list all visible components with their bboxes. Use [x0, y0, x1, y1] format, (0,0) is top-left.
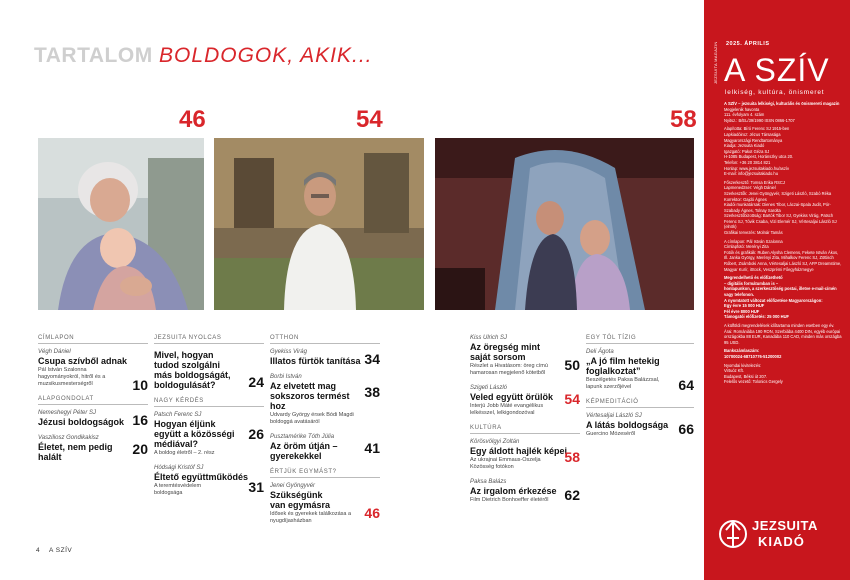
masthead: A SZÍV	[724, 52, 830, 88]
section-heading: NAGY KÉRDÉS	[154, 398, 264, 407]
toc-entry[interactable]	[154, 350, 264, 390]
imprint-line: Budapest, Béksi út 207.	[724, 373, 768, 379]
entry-author: Hódsági Kristóf SJ	[154, 465, 204, 471]
imprint-line: Bankszámlaszám:	[724, 348, 760, 354]
entry-author: Vasziliosz Gondikakisz	[38, 435, 99, 441]
toc-entry[interactable]	[154, 465, 264, 497]
feature-number-1: 46	[179, 106, 206, 133]
entry-page-number: 64	[678, 377, 694, 393]
entry-title: Az elvetett mag sokszoros termést hoz	[270, 381, 350, 411]
imprint-block	[724, 126, 842, 176]
toc-entry[interactable]	[270, 349, 380, 366]
imprint-line: Egy évre 15 000 HUF	[724, 303, 765, 309]
imprint-line: E-mail: info@jezsuitakiado.hu	[724, 171, 778, 177]
imprint-line: A SZÍV – jezsuita lelkiségi, kulturális és önismereti magazin	[724, 101, 840, 106]
title-gray: TARTALOM	[34, 44, 153, 67]
toc-entry[interactable]	[586, 349, 694, 391]
page-footer	[36, 547, 72, 554]
toc-entry[interactable]	[38, 435, 148, 462]
entry-description: Udvardy György érsek Bódi Magdi boldoggá avatásáról	[270, 412, 354, 425]
vertical-label: JEZSUITA MAGAZIN	[713, 41, 718, 84]
imprint-line: Fél évre 8000 HUF	[724, 308, 760, 314]
imprint-line: Kiadja: Jezsuita Kiadó	[724, 143, 765, 149]
entry-description: Interjú Jobb Máté evangélikus lelkésszel, lelkigondozóval	[470, 403, 544, 416]
imprint-line: Támogatói előfizetés: 25 000 HUF	[724, 314, 790, 320]
imprint-line: Magyarországi Rendtartománya	[724, 137, 783, 143]
toc-entry[interactable]	[270, 483, 380, 525]
logo-line-1: JEZSUITA	[752, 518, 818, 533]
entry-page-number: 10	[132, 377, 148, 393]
toc-entry[interactable]	[586, 413, 694, 438]
feature-number-3: 58	[670, 106, 697, 133]
entry-description: Pál István Szalonna hagyományokról, hitről és a muzsikusmesterségről	[38, 367, 106, 387]
entry-author: Körösvölgyi Zoltán	[470, 439, 520, 445]
imprint-block	[724, 363, 842, 385]
man-in-white-shirt-photo	[214, 138, 424, 310]
imprint-line: 10700024-68710776-51200002	[724, 353, 782, 359]
toc-column-5	[586, 335, 694, 446]
entry-page-number: 62	[564, 487, 580, 503]
imprint-line: Virtuóz Kft.	[724, 368, 744, 374]
entry-description: A boldog életről – 2. rész	[154, 450, 215, 456]
entry-page-number: 26	[248, 426, 264, 442]
entry-description: Idősek és gyerekek találkozása a nyugdíjasházban	[270, 511, 352, 524]
entry-title: A látás boldogsága	[586, 420, 669, 430]
toc-column-1	[38, 335, 148, 470]
entry-author: Szigeti László	[470, 385, 508, 391]
entry-page-number: 66	[678, 421, 694, 437]
entry-description: Részlet a Hivatásom: öreg címú hamarosan megjelenő kötetből	[470, 363, 548, 376]
imprint-line: Nyomdai kivitelezés:	[724, 362, 762, 368]
entry-author: Pusztamérike Tóth Júlia	[270, 434, 335, 440]
section-heading: ÉRTJÜK EGYMÁST?	[270, 469, 380, 478]
entry-page-number: 24	[248, 374, 264, 390]
entry-page-number: 34	[364, 351, 380, 367]
imprint-line: H-1085 Budapest, Horánszky utca 20.	[724, 154, 794, 160]
entry-author: Patsch Ferenc SJ	[154, 412, 202, 418]
entry-title: Jézusi boldogságok	[38, 417, 125, 427]
toc-entry[interactable]	[470, 385, 580, 417]
issue-date: 2025. ÁPRILIS	[726, 41, 770, 47]
toc-entry[interactable]	[470, 335, 580, 377]
entry-description: A teremtésvédelem boldogsága	[154, 483, 202, 496]
toc-column-2	[154, 335, 264, 505]
entry-page-number: 46	[364, 505, 380, 521]
entry-title: Egy áldott hajlék képei	[470, 446, 568, 456]
entry-page-number: 16	[132, 412, 148, 428]
section-heading: JEZSUITA NYOLCAS	[154, 335, 264, 344]
entry-page-number: 54	[564, 391, 580, 407]
elderly-woman-with-baby-photo	[38, 138, 204, 310]
imprint-block	[724, 348, 842, 359]
feature-number-2: 54	[356, 106, 383, 133]
entry-title: Az öregség mint saját sorsom	[470, 342, 541, 362]
imprint-text	[724, 101, 842, 388]
entry-description: Az ukrajnai Emmaus-Oszelja Közösség fotókon	[470, 457, 541, 470]
imprint-line: Honlap: www.jezsuitakiado.hu/aszív	[724, 165, 790, 171]
section-heading: ALAPGONDOLAT	[38, 396, 148, 405]
toc-column-3	[270, 335, 380, 533]
imprint-line: A külföldi megrendelések időtartama minden esetben egy év. Árai: Romániába 190 RON, Szerbiába 4400 DIN, egyéb európai országokba 88 EUR, Kanadába 110 CAD, minden más országba 95 USD.	[724, 322, 842, 345]
imprint-line: Grafikai tervezés: Molnár Tamás	[724, 230, 783, 236]
entry-page-number: 50	[564, 357, 580, 373]
imprint-line: Megjelenik havonta	[724, 106, 760, 112]
title-red: BOLDOGOK, AKIK...	[159, 44, 373, 67]
imprint-line: Fotók és grafikák: Ruben Alysha Clemens, Fekete István Ákos, Ill. Janka György, Merényi Zita, Mihalkov Ferenc SJ, Zöttisch Róbert, Zsámboki Anna, Vértesaljai László SJ, AFP Dreamstime, Magyar Kurír, iStock, Veszprémi Főegyházmegye	[724, 249, 842, 272]
footer-magazine-name: A SZÍV	[49, 547, 73, 554]
toc-entry[interactable]	[38, 410, 148, 427]
imprint-block	[724, 275, 842, 320]
toc-column-4	[470, 335, 580, 512]
imprint-block	[724, 323, 842, 345]
imprint-line: Címlapfotó: Merényi Zita	[724, 244, 769, 250]
imprint-line: Kiadói munkatársak: Dienes Tibor, Láczai-Spala Judit, Pór-Szabady Ágnes, Tolnay Sarolta	[724, 202, 831, 213]
entry-page-number: 20	[132, 441, 148, 457]
imprint-line: Megrendelhető és előfizethető	[724, 275, 783, 281]
imprint-line: Nyitsz.: B/EL/39/1990 ISSN 0866-1707	[724, 117, 795, 123]
imprint-line: A nyomtatott változat előfizetése Magyarországon:	[724, 297, 823, 303]
entry-page-number: 38	[364, 384, 380, 400]
imprint-line: A címlapon: Pál István Szalonna	[724, 238, 783, 244]
section-heading: KÉPMEDITÁCIÓ	[586, 399, 694, 408]
entry-author: Paksa Balázs	[470, 479, 507, 485]
entry-title: Szükségünk van egymásra	[270, 490, 331, 510]
entry-description: Guercino Mózeséről	[586, 431, 636, 437]
entry-author: Borbi István	[270, 374, 302, 380]
masthead-subtitle: lelkiség, kultúra, önismeret	[725, 89, 825, 96]
entry-author: Deli Ágota	[586, 349, 614, 355]
entry-author: Gyekiss Virág	[270, 349, 307, 355]
imprint-block	[724, 101, 842, 123]
entry-page-number: 41	[364, 440, 380, 456]
toc-entry[interactable]	[38, 349, 148, 393]
toc-entry[interactable]	[470, 479, 580, 504]
imprint-line: – digitális formátumban is –	[724, 280, 779, 286]
entry-page-number: 31	[248, 479, 264, 495]
imprint-line: Igazgató: Pakot Géza SJ	[724, 148, 770, 154]
entry-description: Film Dietrich Bonhoeffer életéről	[470, 497, 549, 503]
girls-under-blanket-photo	[435, 138, 694, 310]
imprint-line: Szerkesztőbizottság: Bartók Tibor SJ, Gyekiss Virág, Patsch Ferenc SJ, Tóvik Csaba, Vizi Elemér SJ, Vértesaljai László SJ (elnök)	[724, 213, 837, 230]
entry-title: Az öröm útján – gyerekekkel	[270, 441, 338, 461]
page-title	[34, 44, 373, 68]
entry-author: Végh Dániel	[38, 349, 71, 355]
imprint-block	[724, 180, 842, 236]
logo-line-2: KIADÓ	[758, 534, 805, 549]
imprint-line: Alapította: Bíró Ferenc SJ 1915-ben	[724, 126, 790, 132]
imprint-line: Főszerkesztő: Tomsa Erika RSCJ	[724, 179, 785, 185]
imprint-block	[724, 239, 842, 273]
toc-entry[interactable]	[154, 412, 264, 457]
imprint-line: Korrektor: Gajdó Ágnes	[724, 196, 767, 202]
imprint-line: honlapunkon, a szerkesztőség postai, illetve e-mail-címén vagy telefonon.	[724, 286, 837, 297]
entry-title: Az irgalom érkezése	[470, 486, 557, 496]
entry-author: Kiss Ulrich SJ	[470, 335, 508, 341]
entry-title: Illatos fürtök tanítása	[270, 356, 361, 366]
entry-title: Mivel, hogyan tudod szolgálni más boldogságát, boldogulását?	[154, 350, 231, 390]
entry-title: „A jó film hetekig foglalkoztat”	[586, 356, 660, 376]
entry-title: Veled együtt örülök	[470, 392, 554, 402]
entry-title: Hogyan éljünk együtt a közösségi médiával?	[154, 419, 235, 449]
imprint-line: Lapkiadóiroz: Jézus Társasága	[724, 131, 781, 137]
entry-author: Nemeshegyi Péter SJ	[38, 410, 97, 416]
entry-title: Éltető együttműködés	[154, 472, 249, 482]
toc-entry[interactable]	[470, 439, 580, 471]
section-heading: EGY TÓL TÍZIG	[586, 335, 694, 344]
entry-title: Csupa szívből adnak	[38, 356, 128, 366]
imprint-line: Felelős vezető: Tolonics Gergely	[724, 379, 783, 385]
entry-title: Életet, nem pedig halált	[38, 442, 113, 462]
toc-entry[interactable]	[270, 434, 380, 461]
imprint-line: 111. évfolyam 4. szám	[724, 112, 765, 118]
footer-page-number: 4	[36, 547, 41, 554]
entry-page-number: 58	[564, 449, 580, 465]
jezsuita-kiado-logo	[718, 510, 838, 562]
imprint-line: Lapmenedzser: Végh Dániel	[724, 185, 776, 191]
section-heading: OTTHON	[270, 335, 380, 344]
logo-mark-icon	[718, 516, 748, 552]
entry-description: Beszélgetés Paksa Balázzsal, lapunk szerzőjével	[586, 377, 660, 390]
toc-entry[interactable]	[270, 374, 380, 426]
imprint-line: Telefon: +36 20 3814 821	[724, 159, 771, 165]
section-heading: CÍMLAPON	[38, 335, 148, 344]
section-heading: KULTÚRA	[470, 425, 580, 434]
imprint-sidebar	[704, 0, 850, 580]
entry-author: Vértesaljai László SJ	[586, 413, 642, 419]
entry-author: Jenei Gyöngyvér	[270, 483, 316, 489]
imprint-line: Szerkesztők: Jenei Gyöngyvér, Szigeti László, Szabó Réka	[724, 190, 832, 196]
